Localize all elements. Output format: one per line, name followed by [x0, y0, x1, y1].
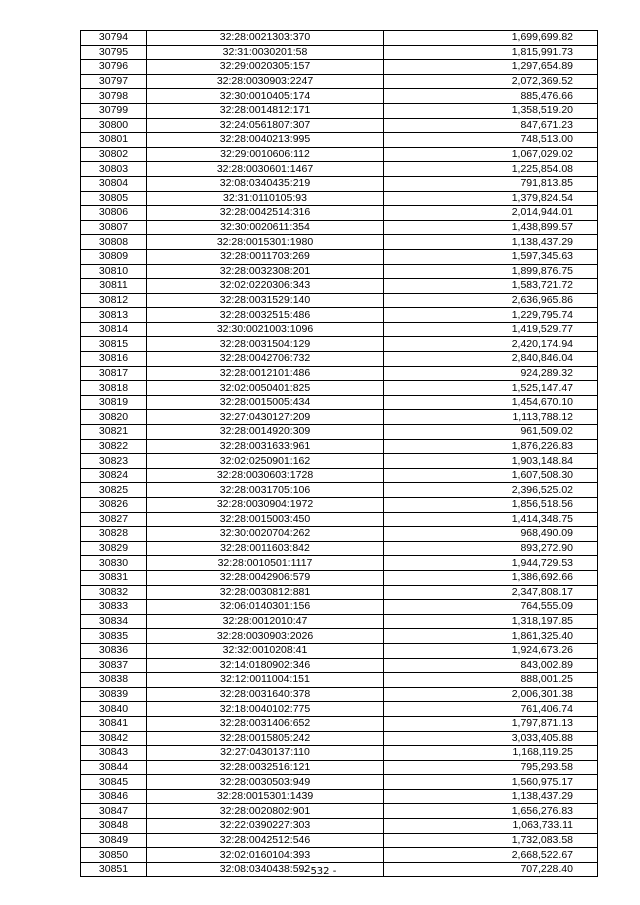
table-row [81, 468, 598, 483]
row-number-cell: 30836 [81, 643, 147, 658]
row-number-cell: 30797 [81, 74, 147, 89]
amount-cell: 1,419,529.77 [384, 322, 598, 337]
table-row [81, 147, 598, 162]
cadastral-number-cell: 32:28:0011703:269 [147, 249, 384, 264]
amount-cell: 1,379,824.54 [384, 191, 598, 206]
amount-cell: 1,656,276.83 [384, 804, 598, 819]
cadastral-number-cell: 32:28:0014812:171 [147, 103, 384, 118]
amount-cell: 888,001.25 [384, 673, 598, 688]
amount-cell: 1,944,729.53 [384, 556, 598, 571]
table-row [81, 702, 598, 717]
amount-cell: 1,229,795.74 [384, 308, 598, 323]
amount-cell: 1,797,871.13 [384, 716, 598, 731]
table-row [81, 439, 598, 454]
amount-cell: 791,813.85 [384, 176, 598, 191]
amount-cell: 3,033,405.88 [384, 731, 598, 746]
table-row [81, 352, 598, 367]
table-row [81, 498, 598, 513]
row-number-cell: 30794 [81, 31, 147, 46]
row-number-cell: 30801 [81, 133, 147, 148]
row-number-cell: 30841 [81, 716, 147, 731]
cadastral-number-cell: 32:24:0561807:307 [147, 118, 384, 133]
cadastral-number-cell: 32:29:0020305:157 [147, 60, 384, 75]
row-number-cell: 30839 [81, 687, 147, 702]
cadastral-number-cell: 32:28:0031406:652 [147, 716, 384, 731]
table-row [81, 366, 598, 381]
table-row [81, 322, 598, 337]
row-number-cell: 30816 [81, 352, 147, 367]
table-row [81, 614, 598, 629]
cadastral-number-cell: 32:02:0220306:343 [147, 279, 384, 294]
amount-cell: 961,509.02 [384, 425, 598, 440]
table-row [81, 337, 598, 352]
cadastral-number-cell: 32:28:0031633:961 [147, 439, 384, 454]
table-row [81, 220, 598, 235]
table-row [81, 819, 598, 834]
amount-cell: 1,861,325.40 [384, 629, 598, 644]
cadastral-number-cell: 32:28:0032308:201 [147, 264, 384, 279]
cadastral-number-cell: 32:31:0110105:93 [147, 191, 384, 206]
cadastral-number-cell: 32:28:0030903:2026 [147, 629, 384, 644]
amount-cell: 1,358,519.20 [384, 103, 598, 118]
table-row [81, 760, 598, 775]
row-number-cell: 30838 [81, 673, 147, 688]
cadastral-number-cell: 32:28:0030812:881 [147, 585, 384, 600]
table-row [81, 162, 598, 177]
row-number-cell: 30828 [81, 527, 147, 542]
table-row [81, 454, 598, 469]
table-row [81, 410, 598, 425]
row-number-cell: 30822 [81, 439, 147, 454]
row-number-cell: 30832 [81, 585, 147, 600]
amount-cell: 1,899,876.75 [384, 264, 598, 279]
cadastral-number-cell: 32:30:0010405:174 [147, 89, 384, 104]
amount-cell: 1,063,733.11 [384, 819, 598, 834]
cadastral-number-cell: 32:30:0020704:262 [147, 527, 384, 542]
cadastral-number-cell: 32:28:0031529:140 [147, 293, 384, 308]
table-row [81, 293, 598, 308]
amount-cell: 1,924,673.26 [384, 643, 598, 658]
cadastral-number-cell: 32:22:0390227:303 [147, 819, 384, 834]
table-row [81, 673, 598, 688]
cadastral-number-cell: 32:02:0050401:825 [147, 381, 384, 396]
row-number-cell: 30840 [81, 702, 147, 717]
amount-cell: 2,014,944.01 [384, 206, 598, 221]
cadastral-number-cell: 32:27:0430137:110 [147, 746, 384, 761]
cadastral-number-cell: 32:28:0032516:121 [147, 760, 384, 775]
amount-cell: 1,525,147.47 [384, 381, 598, 396]
row-number-cell: 30800 [81, 118, 147, 133]
amount-cell: 843,002.89 [384, 658, 598, 673]
cadastral-number-cell: 32:30:0021003:1096 [147, 322, 384, 337]
cadastral-number-cell: 32:28:0020802:901 [147, 804, 384, 819]
cadastral-number-cell: 32:28:0031640:378 [147, 687, 384, 702]
row-number-cell: 30845 [81, 775, 147, 790]
amount-cell: 1,113,788.12 [384, 410, 598, 425]
cadastral-number-cell: 32:28:0021303:370 [147, 31, 384, 46]
row-number-cell: 30851 [81, 862, 147, 877]
row-number-cell: 30819 [81, 395, 147, 410]
row-number-cell: 30809 [81, 249, 147, 264]
row-number-cell: 30795 [81, 45, 147, 60]
table-row [81, 600, 598, 615]
table-row [81, 31, 598, 46]
page-number: - 532 - [303, 866, 337, 877]
cadastral-number-cell: 32:06:0140301:156 [147, 600, 384, 615]
row-number-cell: 30808 [81, 235, 147, 250]
cadastral-table [80, 30, 598, 877]
amount-cell: 1,067,029.02 [384, 147, 598, 162]
amount-cell: 1,597,345.63 [384, 249, 598, 264]
table-row [81, 308, 598, 323]
amount-cell: 1,225,854.08 [384, 162, 598, 177]
table-row [81, 395, 598, 410]
cadastral-number-cell: 32:08:0340438:592 [147, 862, 384, 877]
cadastral-number-cell: 32:02:0160104:393 [147, 848, 384, 863]
table-row [81, 658, 598, 673]
amount-cell: 1,903,148.84 [384, 454, 598, 469]
table-row [81, 264, 598, 279]
cadastral-number-cell: 32:28:0015301:1439 [147, 789, 384, 804]
amount-cell: 2,072,369.52 [384, 74, 598, 89]
row-number-cell: 30846 [81, 789, 147, 804]
row-number-cell: 30814 [81, 322, 147, 337]
cadastral-number-cell: 32:28:0015805:242 [147, 731, 384, 746]
amount-cell: 893,272.90 [384, 541, 598, 556]
table-row [81, 60, 598, 75]
row-number-cell: 30833 [81, 600, 147, 615]
cadastral-number-cell: 32:08:0340435:219 [147, 176, 384, 191]
cadastral-number-cell: 32:28:0012101:486 [147, 366, 384, 381]
row-number-cell: 30799 [81, 103, 147, 118]
table-row [81, 118, 598, 133]
amount-cell: 1,856,518.56 [384, 498, 598, 513]
row-number-cell: 30820 [81, 410, 147, 425]
row-number-cell: 30798 [81, 89, 147, 104]
row-number-cell: 30826 [81, 498, 147, 513]
cadastral-number-cell: 32:28:0030903:2247 [147, 74, 384, 89]
cadastral-number-cell: 32:28:0015301:1980 [147, 235, 384, 250]
row-number-cell: 30821 [81, 425, 147, 440]
row-number-cell: 30829 [81, 541, 147, 556]
table-row [81, 279, 598, 294]
amount-cell: 1,815,991.73 [384, 45, 598, 60]
row-number-cell: 30842 [81, 731, 147, 746]
table-row [81, 512, 598, 527]
row-number-cell: 30824 [81, 468, 147, 483]
table-body [81, 31, 598, 877]
table-row [81, 731, 598, 746]
amount-cell: 1,454,670.10 [384, 395, 598, 410]
cadastral-number-cell: 32:28:0012010:47 [147, 614, 384, 629]
amount-cell: 1,438,899.57 [384, 220, 598, 235]
table-row [81, 775, 598, 790]
row-number-cell: 30813 [81, 308, 147, 323]
row-number-cell: 30817 [81, 366, 147, 381]
cadastral-number-cell: 32:28:0010501:1117 [147, 556, 384, 571]
row-number-cell: 30848 [81, 819, 147, 834]
amount-cell: 1,318,197.85 [384, 614, 598, 629]
amount-cell: 1,699,699.82 [384, 31, 598, 46]
table-row [81, 527, 598, 542]
table-row [81, 643, 598, 658]
row-number-cell: 30837 [81, 658, 147, 673]
amount-cell: 1,168,119.25 [384, 746, 598, 761]
row-number-cell: 30849 [81, 833, 147, 848]
row-number-cell: 30810 [81, 264, 147, 279]
row-number-cell: 30844 [81, 760, 147, 775]
amount-cell: 1,583,721.72 [384, 279, 598, 294]
row-number-cell: 30825 [81, 483, 147, 498]
table-row [81, 746, 598, 761]
amount-cell: 1,560,975.17 [384, 775, 598, 790]
amount-cell: 2,840,846.04 [384, 352, 598, 367]
amount-cell: 2,636,965.86 [384, 293, 598, 308]
cadastral-number-cell: 32:28:0040213:995 [147, 133, 384, 148]
table-row [81, 191, 598, 206]
amount-cell: 1,732,083.58 [384, 833, 598, 848]
table-row [81, 789, 598, 804]
table-row [81, 425, 598, 440]
amount-cell: 968,490.09 [384, 527, 598, 542]
row-number-cell: 30812 [81, 293, 147, 308]
cadastral-number-cell: 32:27:0430127:209 [147, 410, 384, 425]
cadastral-number-cell: 32:28:0030904:1972 [147, 498, 384, 513]
cadastral-number-cell: 32:28:0030603:1728 [147, 468, 384, 483]
amount-cell: 1,138,437.29 [384, 235, 598, 250]
table-row [81, 556, 598, 571]
cadastral-number-cell: 32:28:0015003:450 [147, 512, 384, 527]
amount-cell: 1,607,508.30 [384, 468, 598, 483]
amount-cell: 1,297,654.89 [384, 60, 598, 75]
row-number-cell: 30847 [81, 804, 147, 819]
row-number-cell: 30835 [81, 629, 147, 644]
cadastral-number-cell: 32:28:0031504:129 [147, 337, 384, 352]
amount-cell: 795,293.58 [384, 760, 598, 775]
row-number-cell: 30796 [81, 60, 147, 75]
row-number-cell: 30815 [81, 337, 147, 352]
table-row [81, 89, 598, 104]
cadastral-number-cell: 32:28:0011603:842 [147, 541, 384, 556]
row-number-cell: 30804 [81, 176, 147, 191]
amount-cell: 1,386,692.66 [384, 570, 598, 585]
table-row [81, 249, 598, 264]
row-number-cell: 30823 [81, 454, 147, 469]
table-row [81, 206, 598, 221]
amount-cell: 2,347,808.17 [384, 585, 598, 600]
row-number-cell: 30807 [81, 220, 147, 235]
table-row [81, 541, 598, 556]
amount-cell: 761,406.74 [384, 702, 598, 717]
row-number-cell: 30805 [81, 191, 147, 206]
cadastral-number-cell: 32:28:0030601:1467 [147, 162, 384, 177]
table-row [81, 103, 598, 118]
row-number-cell: 30830 [81, 556, 147, 571]
cadastral-number-cell: 32:02:0250901:162 [147, 454, 384, 469]
cadastral-number-cell: 32:28:0031705:106 [147, 483, 384, 498]
cadastral-number-cell: 32:28:0032515:486 [147, 308, 384, 323]
cadastral-number-cell: 32:28:0042906:579 [147, 570, 384, 585]
cadastral-number-cell: 32:28:0042512:546 [147, 833, 384, 848]
table-row [81, 687, 598, 702]
table-row [81, 176, 598, 191]
row-number-cell: 30818 [81, 381, 147, 396]
table-row [81, 483, 598, 498]
amount-cell: 1,876,226.83 [384, 439, 598, 454]
table-row [81, 381, 598, 396]
cadastral-number-cell: 32:28:0015005:434 [147, 395, 384, 410]
amount-cell: 1,414,348.75 [384, 512, 598, 527]
row-number-cell: 30803 [81, 162, 147, 177]
row-number-cell: 30806 [81, 206, 147, 221]
table-row [81, 804, 598, 819]
row-number-cell: 30811 [81, 279, 147, 294]
cadastral-number-cell: 32:28:0042514:316 [147, 206, 384, 221]
amount-cell: 2,006,301.38 [384, 687, 598, 702]
table-row [81, 45, 598, 60]
amount-cell: 885,476.66 [384, 89, 598, 104]
cadastral-number-cell: 32:28:0042706:732 [147, 352, 384, 367]
cadastral-number-cell: 32:12:0011004:151 [147, 673, 384, 688]
table-row [81, 133, 598, 148]
amount-cell: 2,420,174.94 [384, 337, 598, 352]
table-row [81, 585, 598, 600]
table-row [81, 570, 598, 585]
table-row [81, 833, 598, 848]
table-row [81, 629, 598, 644]
amount-cell: 707,228.40 [384, 862, 598, 877]
row-number-cell: 30802 [81, 147, 147, 162]
cadastral-number-cell: 32:28:0030503:949 [147, 775, 384, 790]
amount-cell: 1,138,437.29 [384, 789, 598, 804]
amount-cell: 2,396,525.02 [384, 483, 598, 498]
amount-cell: 764,555.09 [384, 600, 598, 615]
table-row [81, 74, 598, 89]
row-number-cell: 30843 [81, 746, 147, 761]
cadastral-number-cell: 32:31:0030201:58 [147, 45, 384, 60]
cadastral-number-cell: 32:18:0040102:775 [147, 702, 384, 717]
cadastral-number-cell: 32:29:0010606:112 [147, 147, 384, 162]
cadastral-number-cell: 32:28:0014920:309 [147, 425, 384, 440]
table-row [81, 848, 598, 863]
row-number-cell: 30827 [81, 512, 147, 527]
amount-cell: 924,289.32 [384, 366, 598, 381]
cadastral-number-cell: 32:14:0180902:346 [147, 658, 384, 673]
cadastral-number-cell: 32:30:0020611:354 [147, 220, 384, 235]
table-row [81, 235, 598, 250]
cadastral-number-cell: 32:32:0010208:41 [147, 643, 384, 658]
amount-cell: 2,668,522.67 [384, 848, 598, 863]
table-row [81, 716, 598, 731]
amount-cell: 748,513.00 [384, 133, 598, 148]
row-number-cell: 30831 [81, 570, 147, 585]
row-number-cell: 30834 [81, 614, 147, 629]
amount-cell: 847,671.23 [384, 118, 598, 133]
row-number-cell: 30850 [81, 848, 147, 863]
